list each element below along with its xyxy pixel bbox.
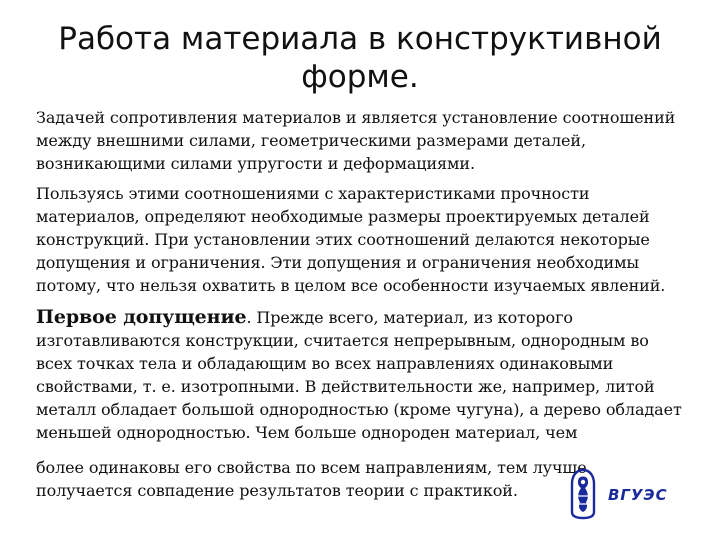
university-emblem-icon bbox=[566, 468, 600, 520]
first-assumption-heading: Первое допущение bbox=[36, 306, 247, 328]
paragraph-conclusion: более одинаковы его свойства по всем направлениям, тем лучше получается совпадение результатов теории с практикой. bbox=[36, 458, 587, 500]
first-assumption-text: . Прежде всего, материал, из которого изготавливаются конструкции, считается непрерывным, однородным во всех точках тела и обладающим во всех направлениях одинаковыми свойствами, т. е. изотропными. В действительности же, например, литой металл обладает большой однородностью (кроме чугуна), а дерево обладает меньшей однородностью. Чем больше однороден материал, чем bbox=[36, 308, 682, 442]
university-logo bbox=[566, 468, 686, 522]
paragraph-first-assumption bbox=[36, 306, 686, 444]
logo-text: ВГУЭС bbox=[608, 486, 668, 504]
paragraph-intro: Задачей сопротивления материалов и является установление соотношений между внешними силами, геометрическими размерами деталей, возникающими силами упругости и деформациями. bbox=[36, 108, 676, 173]
paragraph-relations: Пользуясь этими соотношениями с характеристиками прочности материалов, определяют необходимые размеры проектируемых деталей конструкций. При установлении этих соотношений делаются некоторые допущения и ограничения. Эти допущения и ограничения необходимы потому, что нельзя охватить в целом все особенности изучаемых явлений. bbox=[36, 184, 666, 295]
slide-title: Работа материала в конструктивной форме. bbox=[58, 21, 662, 95]
